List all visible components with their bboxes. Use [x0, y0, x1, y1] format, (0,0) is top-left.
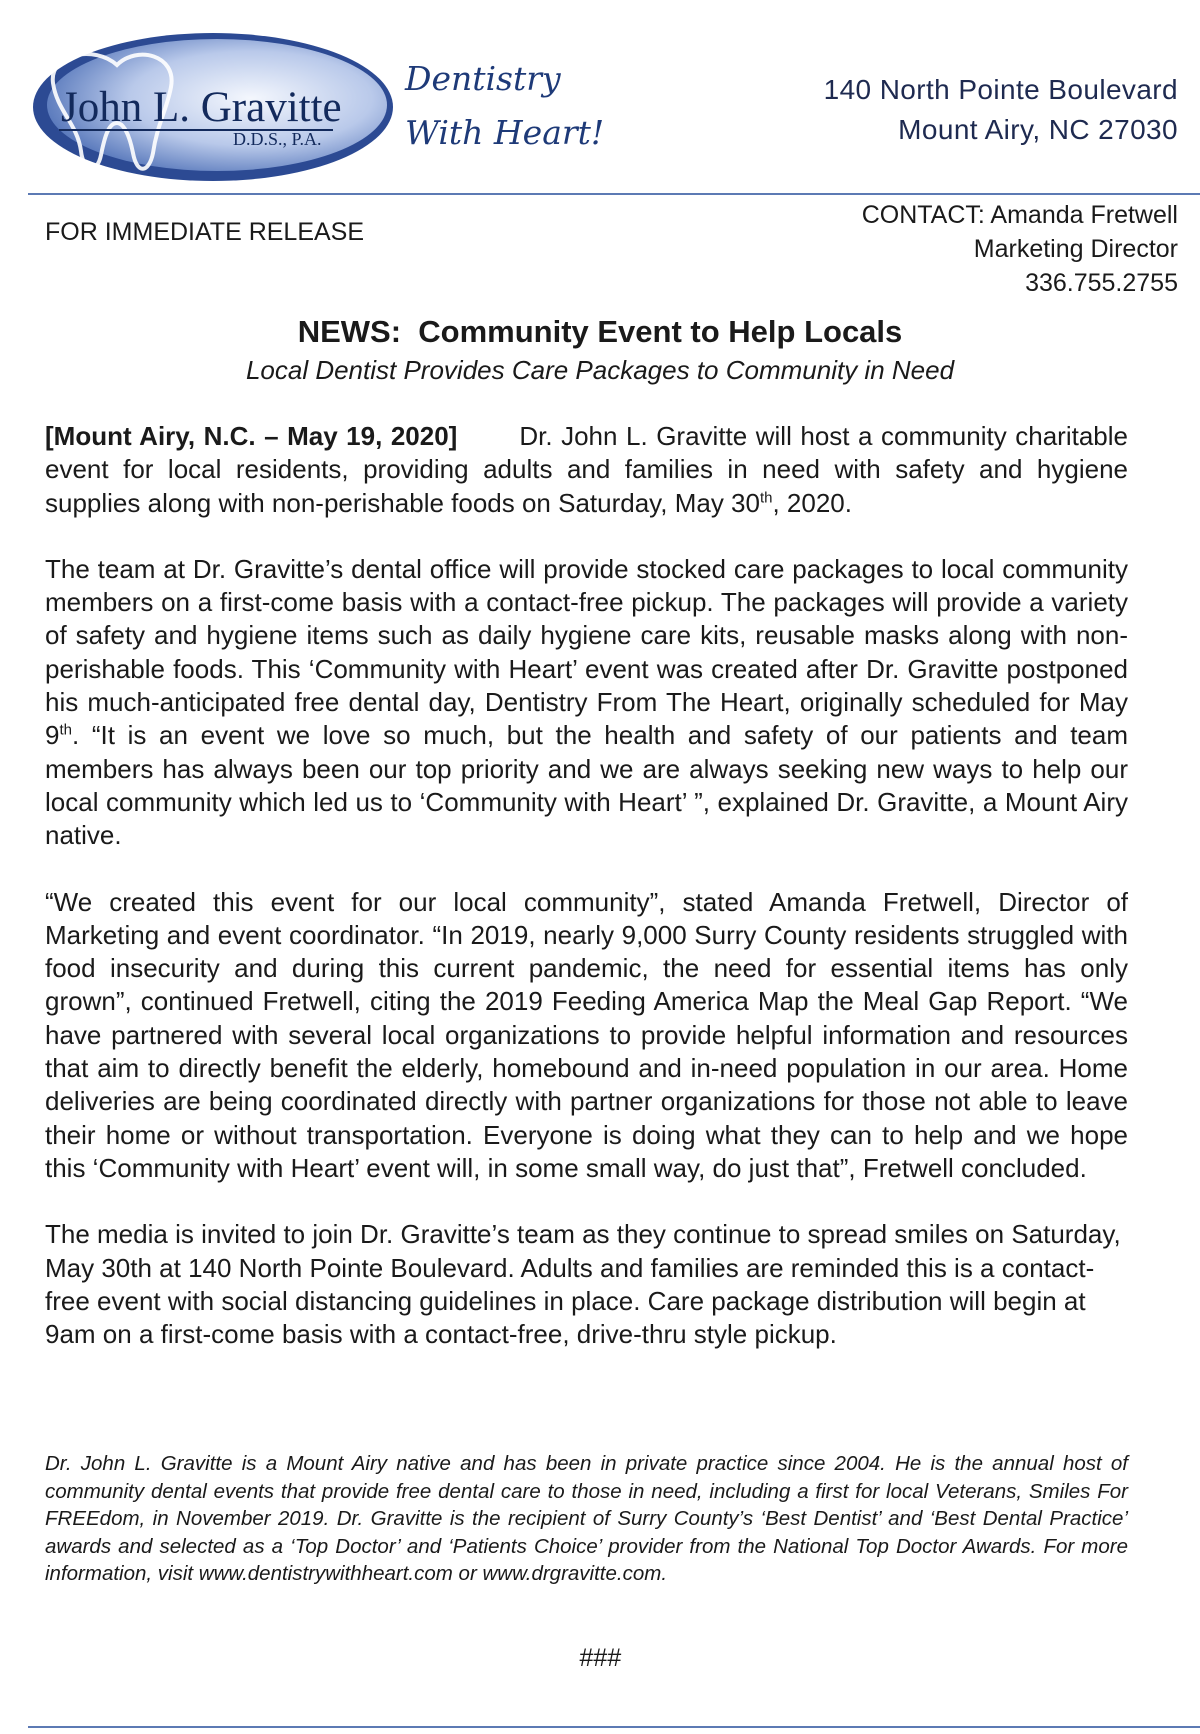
dateline: [Mount Airy, N.C. – May 19, 2020]	[45, 421, 458, 451]
contact-title: Marketing Director	[973, 235, 1178, 263]
logo-name: John L. Gravitte	[61, 84, 342, 131]
address-line-1: 140 North Pointe Boulevard	[823, 74, 1178, 105]
header-rule	[28, 193, 1200, 195]
ordinal-suffix: th	[759, 488, 773, 506]
subheadline: Local Dentist Provides Care Packages to Community in Need	[245, 355, 955, 385]
contact-phone: 336.755.2755	[1025, 269, 1178, 297]
paragraph-3: “We created this event for our local community”, stated Amanda Fretwell, Director of Marketing and event coordinator. “In 2019, nearly 9,000 Surry County residents struggled with food insecurity and during this current pandemic, the need for essential items has only grown”, continued Fretwell, citing the 2019 Feeding America Map the Meal Gap Report. “We have partnered with several local organizations to provide helpful information and resources that aim to directly benefit the elderly, homebound and in-need population in our area. Home deliveries are being coordinated directly with partner organizations for those not able to leave their home or without transportation. Everyone is doing what they can to help and we hope this ‘Community with Heart’ event will, in some small way, do just that”, Fretwell concluded.	[45, 886, 1128, 1183]
paragraph-2	[45, 553, 1128, 853]
paragraph-2-tail: . “It is an event we love so much, but the health and safety of our patients and team members has always been our top priority and we are always seeking new ways to help our local community which led us to ‘Community with Heart’ ”, explained Dr. Gravitte, a Mount Airy native.	[45, 720, 1128, 851]
press-release-body	[45, 420, 1128, 1351]
tagline-line-1: Dentistry	[405, 59, 561, 98]
paragraph-1	[45, 420, 1128, 520]
headline: NEWS: Community Event to Help Locals	[297, 314, 903, 349]
boilerplate-bio: Dr. John L. Gravitte is a Mount Airy native and has been in private practice since 2004. He is the annual host of community dental events that provide free dental care to those in need, including a first for local Veterans, Smiles For FREEdom, in November 2019. Dr. Gravitte is the recipient of Surry County’s ‘Best Dentist’ and ‘Best Dental Practice’ awards and selected as a ‘Top Doctor’ and ‘Patients Choice’ provider from the National Top Doctor Awards. For more information, visit www.dentistrywithheart.com or www.drgravitte.com.	[45, 1452, 1128, 1585]
footer-rule	[28, 1726, 1200, 1728]
contact-name: CONTACT: Amanda Fretwell	[861, 201, 1178, 229]
paragraph-4: The media is invited to join Dr. Gravitte’s team as they continue to spread smiles on Saturday, May 30th at 140 North Pointe Boulevard. Adults and families are reminded this is a contact-free event with social distancing guidelines in place. Care package distribution will begin at 9am on a first-come basis with a contact-free, drive-thru style pickup.	[45, 1219, 1121, 1350]
release-label: FOR IMMEDIATE RELEASE	[45, 218, 365, 246]
address-line-2: Mount Airy, NC 27030	[898, 114, 1178, 145]
ordinal-suffix: th	[59, 721, 72, 739]
practice-logo	[25, 25, 395, 185]
contact-block	[862, 198, 1178, 300]
paragraph-1-tail: , 2020.	[772, 487, 852, 518]
logo-credentials: D.D.S., P.A.	[233, 129, 322, 149]
paragraph-1-text: Dr. John L. Gravitte will host a community charitable event for local residents, providing adults and families in need with safety and hygiene supplies along with non-perishable foods on Saturday, May 30	[45, 421, 1128, 518]
tagline	[405, 52, 604, 160]
practice-address	[824, 70, 1178, 150]
paragraph-2-text: The team at Dr. Gravitte’s dental office will provide stocked care packages to local community members on a first-come basis with a contact-free pickup. The packages will provide a variety of safety and hygiene items such as daily hygiene care kits, reusable masks along with non-perishable foods. This ‘Community with Heart’ event was created after Dr. Gravitte postponed his much-anticipated free dental day, Dentistry From The Heart, originally scheduled for May 9	[45, 553, 1128, 751]
end-mark: ###	[579, 1644, 621, 1672]
tagline-line-2: With Heart!	[405, 113, 605, 152]
